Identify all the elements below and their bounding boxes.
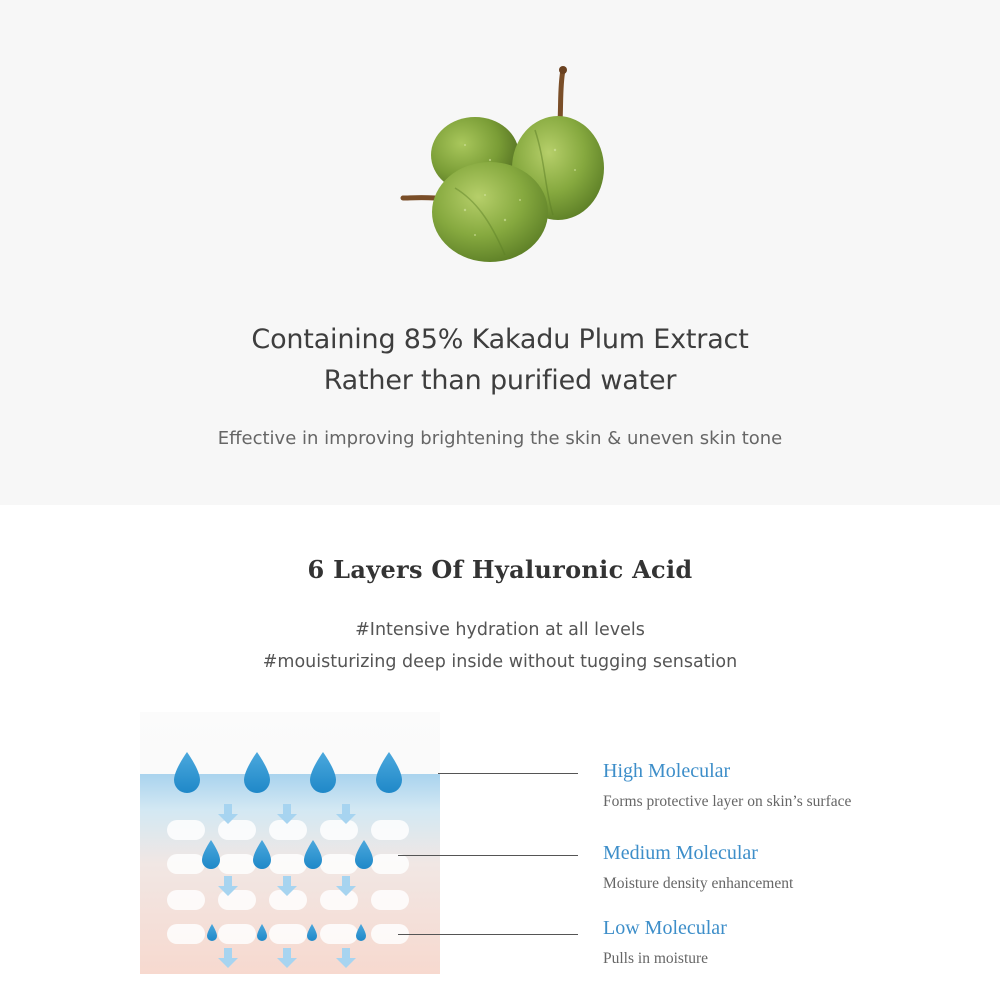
hero-tagline: Effective in improving brightening the skin & uneven skin tone [217, 428, 783, 449]
layer-desc-high: Forms protective layer on skin’s surface [603, 793, 852, 810]
connector-line-low [398, 934, 578, 935]
skin-layers-water-drop-icon [140, 712, 440, 974]
layer-title-medium: Medium Molecular [603, 842, 758, 864]
headline-line-1: Containing 85% Kakadu Plum Extract [251, 324, 749, 355]
connector-line-high [438, 773, 578, 774]
hashtag-line-1: #Intensive hydration at all levels [355, 620, 645, 640]
kakadu-plum-fruit-icon [395, 60, 615, 270]
layer-desc-medium: Moisture density enhancement [603, 875, 794, 892]
connector-line-medium [398, 855, 578, 856]
hashtag-line-2: #mouisturizing deep inside without tugging sensation [262, 652, 738, 672]
headline-line-2: Rather than purified water [323, 365, 677, 396]
layer-title-low: Low Molecular [603, 917, 727, 939]
section-title: 6 Layers Of Hyaluronic Acid [307, 555, 693, 584]
layer-title-high: High Molecular [603, 760, 731, 782]
layer-desc-low: Pulls in moisture [603, 950, 709, 967]
